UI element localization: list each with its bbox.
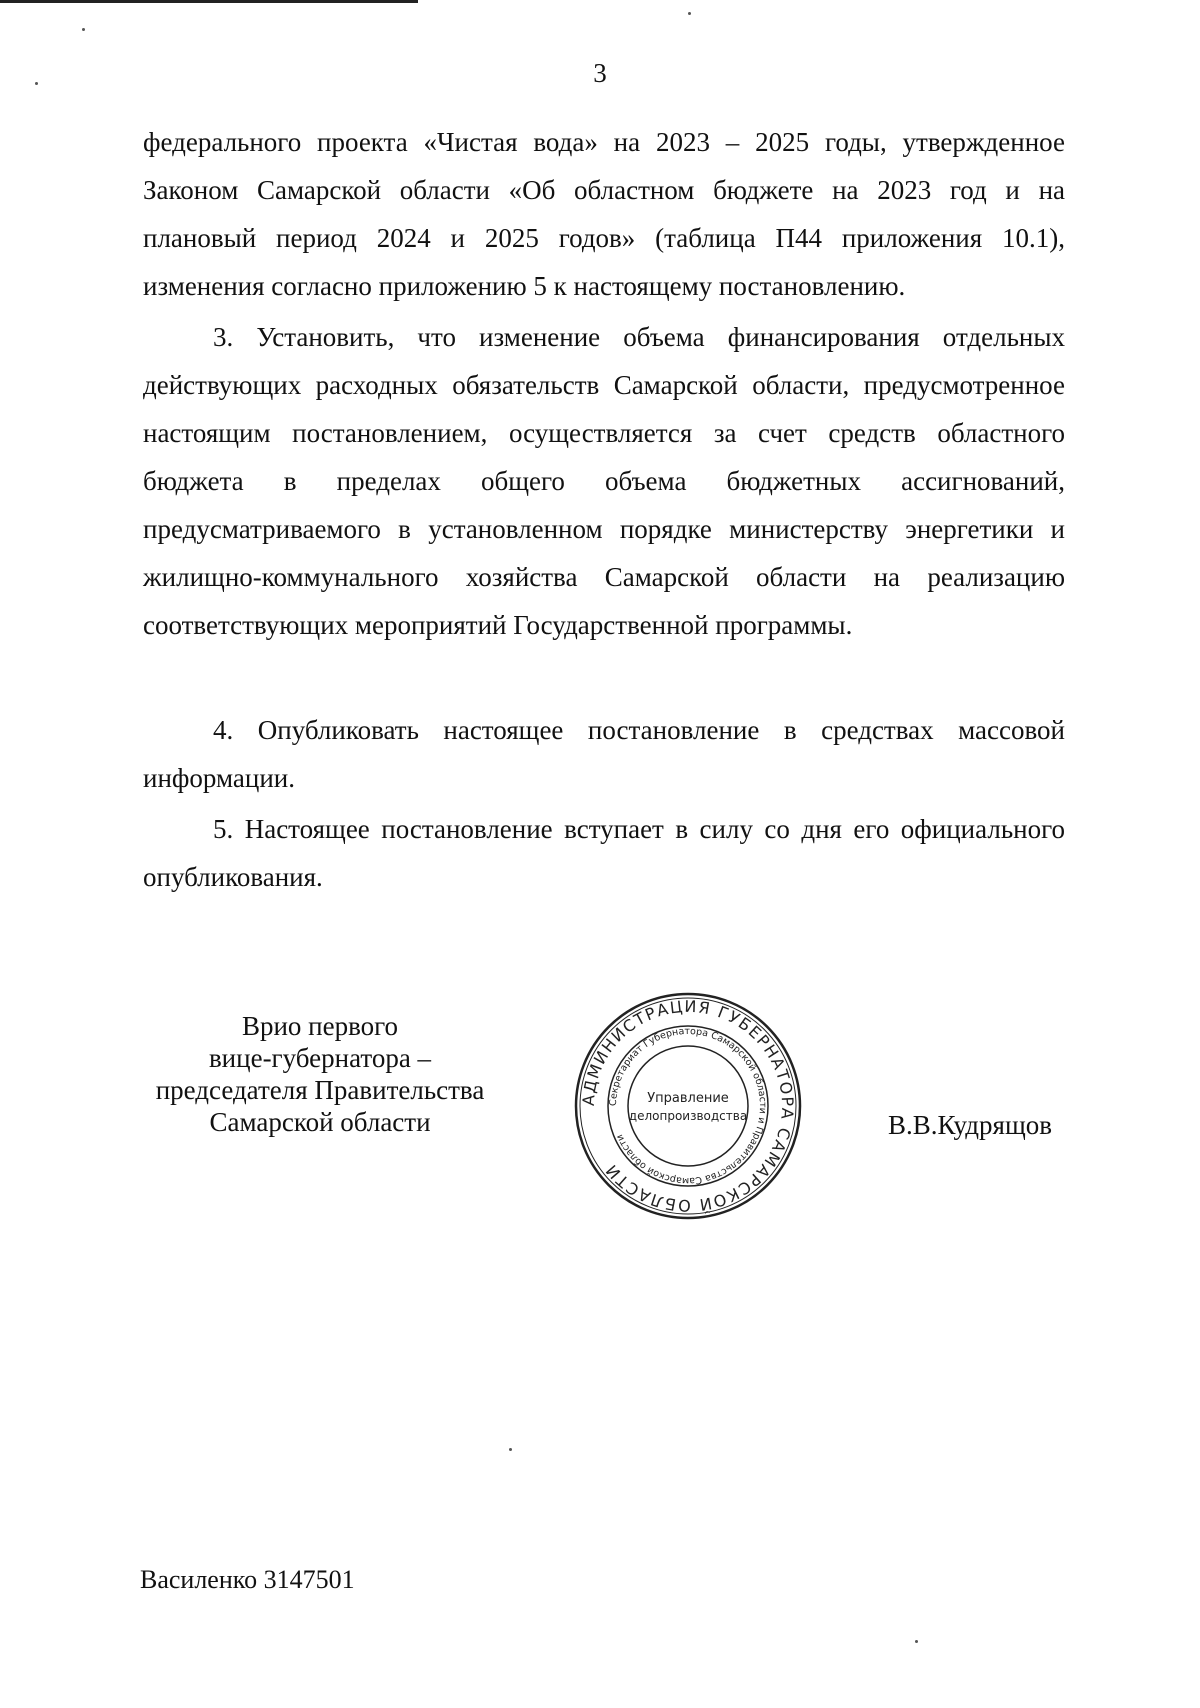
paragraph-4: 4. Опубликовать настоящее постановление в средствах массовой информации. xyxy=(143,715,1065,793)
scan-speck xyxy=(915,1640,918,1643)
signatory-title-line: Врио первого xyxy=(241,1011,399,1041)
stamp-center-line-2: делопроизводства xyxy=(628,1109,748,1123)
paragraph-5: 5. Настоящее постановление вступает в силу со дня его официального опубликования. xyxy=(143,814,1065,892)
signatory-title-line: Самарской области xyxy=(209,1107,431,1137)
paragraph-3: 3. Установить, что изменение объема финансирования отдельных действующих расходных обязательств Самарской области, предусмотренное настоящим постановлением, осуществляется за счет средств областного бюджета в пределах общего объема бюджетных ассигнований, предусматриваемого в установленном порядке министерству энергетики и жилищно-коммунального хозяйства Самарской области на реализацию соответствующих мероприятий Государственной программы. xyxy=(143,322,1065,640)
scan-speck xyxy=(509,1448,512,1451)
signatory-name: В.В.Кудрящов xyxy=(888,1110,1052,1140)
scan-edge-line xyxy=(0,0,418,3)
executor-line: Василенко 3147501 xyxy=(140,1565,355,1594)
signatory-title-line: председателя Правительства xyxy=(155,1075,485,1105)
official-stamp xyxy=(572,990,804,1222)
scan-speck xyxy=(688,12,691,15)
stamp-center-line-1: Управление xyxy=(647,1091,729,1106)
paragraph-continuation: федерального проекта «Чистая вода» на 2023 – 2025 годы, утвержденное Законом Самарской области «Об областном бюджете на 2023 год и на плановый период 2024 и 2025 годов» (таблица П44 приложения 10.1), изменения согласно приложению 5 к настоящему постановлению. xyxy=(143,127,1065,301)
page-number: 3 xyxy=(593,58,607,88)
signatory-title xyxy=(140,1010,500,1138)
scan-speck xyxy=(82,28,85,31)
stamp-outer-text: АДМИНИСТРАЦИЯ ГУБЕРНАТОРА САМАРСКОЙ ОБЛАСТИ xyxy=(578,996,798,1216)
scan-speck xyxy=(35,82,38,85)
stamp-inner-text: Секретариат Губернатора Самарской области и Правительства Самарской области xyxy=(607,1025,769,1187)
signatory-title-line: вице-губернатора – xyxy=(208,1043,432,1073)
